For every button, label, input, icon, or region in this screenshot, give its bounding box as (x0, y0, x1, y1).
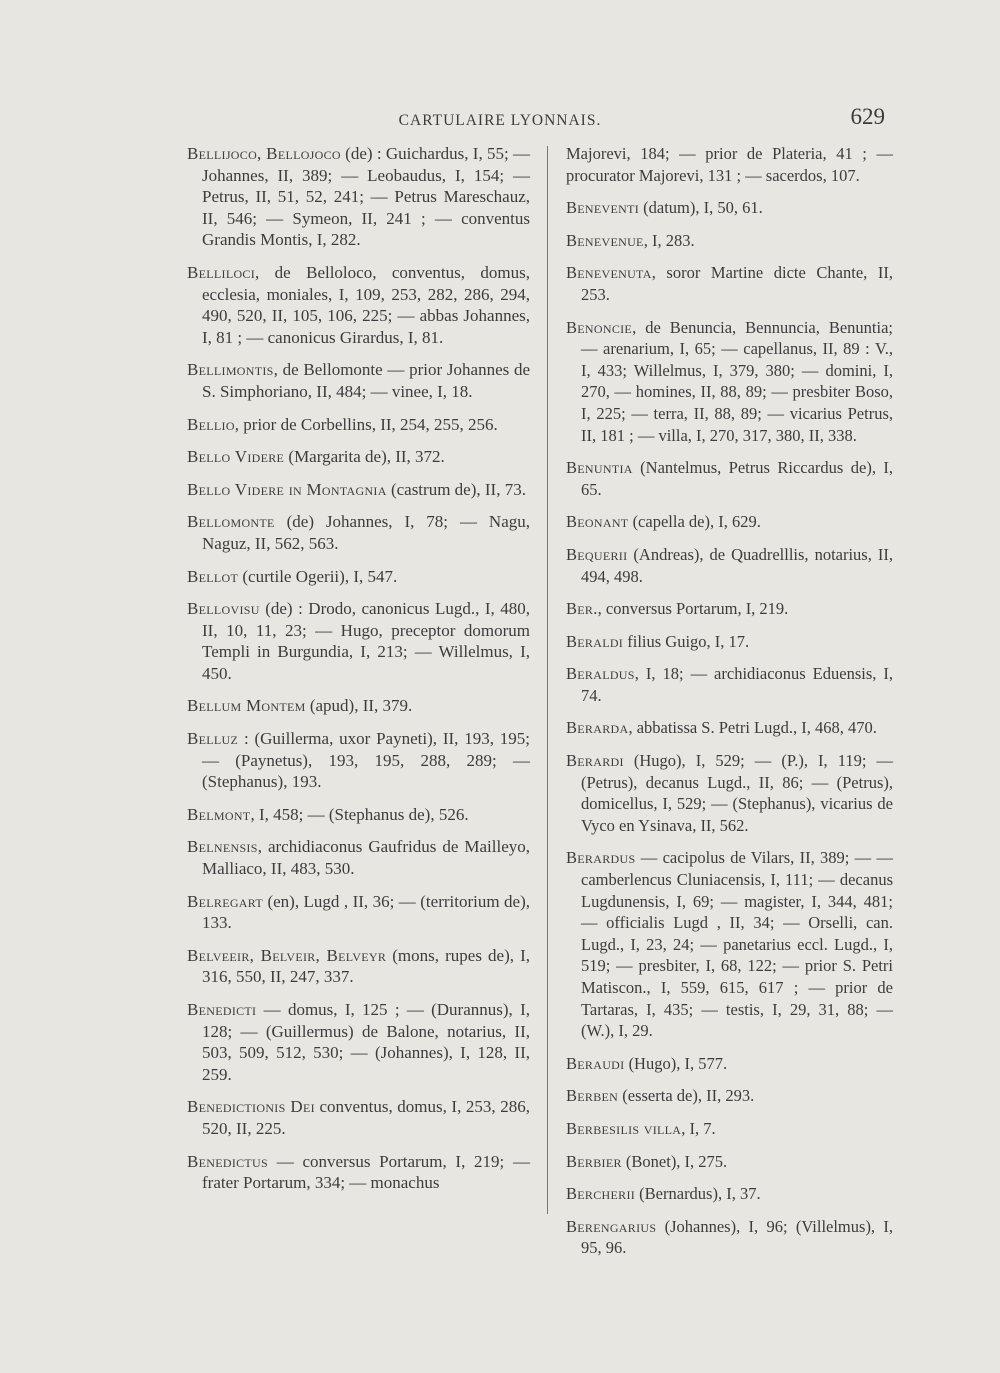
index-entry (187, 999, 530, 1085)
index-entry (187, 695, 530, 717)
entry-headword: Bellum Montem (187, 696, 306, 716)
index-entry (566, 1053, 893, 1075)
entry-text: , soror Martine dicte Chante, II, 253. (581, 263, 893, 304)
index-entry (187, 479, 530, 501)
entry-text: (mons, rupes de), I, 316, 550, II, 247, 337. (202, 945, 530, 987)
entry-text: (Bonet), I, 275. (621, 1151, 728, 1171)
entry-text: filius Guigo, I, 17. (623, 631, 750, 651)
entry-text: (de) Johannes, I, 78; — Nagu, Naguz, II, 562, 563. (202, 512, 530, 553)
right-column (566, 143, 893, 1270)
index-entry (187, 566, 530, 588)
entry-headword: Benoncie (566, 317, 633, 337)
entry-headword: Bercherii (566, 1184, 636, 1204)
entry-text: conventus, domus, I, 253, 286, 520, II, 225. (202, 1097, 530, 1138)
index-entry (187, 945, 530, 988)
index-entry (566, 457, 893, 500)
index-entry (566, 544, 893, 587)
entry-text: , abbatissa S. Petri Lugd., I, 468, 470. (628, 718, 877, 738)
entry-text: (Hugo), I, 577. (624, 1053, 728, 1073)
entry-text: (Hugo), I, 529; — (P.), I, 119; — (Petrus), decanus Lugd., II, 86; — (Petrus), domicellus, I, 529; — (Stephanus), vicarius de Vyco en Ysinava, II, 562. (581, 751, 893, 835)
entry-headword: Berbesilis villa (566, 1118, 682, 1138)
entry-text: (Johannes), I, 96; (Villelmus), I, 95, 96. (581, 1216, 893, 1258)
entry-headword: Benevenuta (566, 263, 652, 283)
entry-text: (Margarita de), II, 372. (284, 447, 445, 467)
entry-text: (capella de), I, 629. (628, 512, 761, 532)
index-entry (566, 847, 893, 1041)
entry-text: , I, 458; — (Stephanus de), 526. (250, 804, 469, 824)
entry-headword: Beraldi (566, 631, 624, 651)
entry-text: (castrum de), II, 73. (386, 479, 526, 499)
page-number: 629 (850, 104, 885, 129)
entry-headword: Bellomonte (187, 512, 275, 532)
entry-text: , archidiaconus Gaufridus de Mailleyo, Malliaco, II, 483, 530. (202, 837, 530, 879)
entry-headword: Berben (566, 1086, 619, 1106)
index-entry (566, 197, 893, 219)
entry-text: (curtile Ogerii), I, 547. (238, 566, 398, 586)
index-entry (187, 262, 530, 348)
entry-text: (de) : Guichardus, I, 55; — Johannes, II, 389; — Leobaudus, I, 154; — Petrus, II, 51, 52, 241; — Petrus Mareschauz, II, 546; — Symeon, II, 241 ; — conventus Grandis Montis, I, 282. (202, 144, 531, 250)
running-head: CARTULAIRE LYONNAIS. (398, 112, 602, 129)
entry-headword: Benedictionis Dei (187, 1097, 315, 1117)
entry-headword: Berardi (566, 751, 624, 771)
entry-text: , conversus Portarum, I, 219. (597, 599, 789, 619)
entry-text: , I, 283. (643, 230, 695, 250)
index-entry (187, 446, 530, 468)
entry-headword: Bello Videre (187, 447, 285, 467)
entry-text: (Nantelmus, Petrus Riccardus de), I, 65. (581, 458, 893, 499)
index-entry (566, 317, 893, 447)
index-entry (566, 143, 893, 186)
index-entry (187, 836, 530, 879)
entry-headword: Beraldus (566, 664, 635, 684)
left-column (187, 143, 530, 1205)
index-entry (566, 1216, 893, 1259)
index-entry (566, 1118, 893, 1140)
entry-headword: Belmont (187, 804, 251, 824)
entry-text: Majorevi, 184; — prior de Plateria, 41 ; — procurator Majorevi, 131 ; — sacerdos, 107. (566, 144, 893, 185)
entry-text: , prior de Corbellins, II, 254, 255, 256. (234, 414, 498, 434)
entry-text: (apud), II, 379. (305, 696, 413, 716)
entry-headword: Belliloci (187, 262, 256, 282)
index-entry (187, 598, 530, 684)
entry-text: , I, 7. (681, 1118, 716, 1138)
index-entry (566, 631, 893, 653)
entry-text: (Andreas), de Quadrelllis, notarius, II, 494, 498. (581, 544, 893, 586)
entry-headword: Bello Videre in Montagnia (187, 479, 387, 499)
index-entry (566, 663, 893, 706)
entry-text: , I, 18; — archidiaconus Eduensis, I, 74. (581, 664, 893, 705)
entry-text: (datum), I, 50, 61. (639, 198, 763, 218)
index-entry (187, 414, 530, 436)
index-entry (566, 750, 893, 836)
entry-headword: Benedicti (187, 1000, 257, 1019)
index-entry (187, 891, 530, 934)
entry-text: , de Belloloco, conventus, domus, ecclesia, moniales, I, 109, 253, 282, 286, 294, 490, 520, II, 105, 106, 225; — abbas Johannes, I, 81 ; — canonicus Girardus, I, 81. (202, 262, 530, 347)
entry-headword: Ber. (566, 599, 598, 619)
entry-headword: Benuntia (566, 458, 633, 478)
entry-headword: Bellio (187, 414, 235, 434)
entry-text: : (Guillerma, uxor Payneti), II, 193, 195; — (Paynetus), 193, 195, 288, 289; — (Stephanus), 193. (202, 729, 530, 792)
entry-headword: Berardus (566, 848, 636, 868)
index-entry (566, 262, 893, 305)
entry-headword: Belluz (187, 729, 239, 749)
entry-headword: Berarda (566, 718, 629, 738)
entry-headword: Benevenue (566, 230, 644, 250)
entry-headword: Berbier (566, 1151, 622, 1171)
entry-text: (esserta de), II, 293. (618, 1086, 755, 1106)
index-entry (187, 359, 530, 402)
entry-headword: Bellimontis (187, 360, 274, 380)
index-entry (187, 1096, 530, 1139)
index-entry (566, 1151, 893, 1173)
entry-headword: Berengarius (566, 1216, 657, 1236)
entry-headword: Beneventi (566, 198, 640, 218)
entry-headword: Bellovisu (187, 599, 260, 619)
entry-headword: Bellijoco, Bellojoco (187, 144, 341, 163)
entry-text: — conversus Portarum, I, 219; — frater Portarum, 334; — monachus (202, 1151, 530, 1193)
entry-text: , de Benuncia, Bennuncia, Benuntia; — arenarium, I, 65; — capellanus, II, 89 : V., I, 433; Willelmus, I, 379, 380; — domini, I, 270, — homines, II, 88, 89; — presbiter Boso, I, 225; — terra, II, 88, 89; — vicarius Petrus, II, 181 ; — villa, I, 270, 317, 380, II, 338. (581, 317, 893, 445)
index-entry (566, 598, 893, 620)
index-entry (187, 143, 530, 251)
entry-headword: Belnensis (187, 837, 258, 857)
entry-headword: Beraudi (566, 1053, 625, 1073)
entry-text: (de) : Drodo, canonicus Lugd., I, 480, II, 10, 11, 23; — Hugo, preceptor domorum Templi in Burgundia, I, 213; — Willelmus, I, 450. (202, 599, 530, 683)
entry-headword: Bequerii (566, 544, 628, 564)
index-entry (187, 804, 530, 826)
entry-text: (Bernardus), I, 37. (635, 1184, 761, 1204)
index-entry (566, 1183, 893, 1205)
column-divider (547, 146, 548, 1214)
index-entry (566, 717, 893, 739)
entry-text: , de Bellomonte — prior Johannes de S. Simphoriano, II, 484; — vinee, I, 18. (202, 360, 530, 401)
entry-headword: Bellot (187, 566, 239, 586)
index-entry (187, 1151, 530, 1194)
entry-text: — domus, I, 125 ; — (Durannus), I, 128; — (Guillermus) de Balone, notarius, II, 503, 509, 512, 530; — (Johannes), I, 128, II, 259. (202, 1000, 530, 1084)
index-entry (187, 728, 530, 793)
index-entry (566, 1085, 893, 1107)
entry-headword: Belregart (187, 891, 263, 911)
index-entry (187, 511, 530, 554)
index-entry (566, 230, 893, 252)
entry-headword: Belveeir, Belveir, Belveyr (187, 945, 387, 965)
entry-headword: Benedictus (187, 1151, 269, 1171)
index-entry (566, 511, 893, 533)
entry-text: — cacipolus de Vilars, II, 389; — — camberlencus Cluniacensis, I, 111; — decanus Lugdunensis, I, 69; — magister, I, 344, 481; — officialis Lugd , II, 34; — Orselli, can. Lugd., I, 23, 24; — panetarius eccl. Lugd., I, 519; — presbiter, I, 68, 122; — prior S. Petri Matiscon., I, 559, 615, 617 ; — prior de Tartaras, I, 435; — testis, I, 29, 31, 88; — (W.), I, 29. (581, 848, 893, 1041)
entry-text: (en), Lugd , II, 36; — (territorium de), 133. (202, 891, 530, 933)
entry-headword: Beonant (566, 512, 629, 532)
